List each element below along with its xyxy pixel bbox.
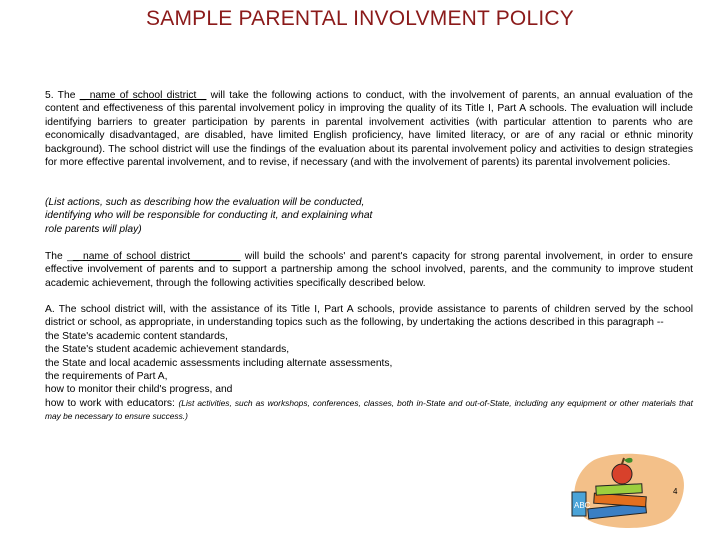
book-top <box>596 484 642 495</box>
topic-list <box>45 330 693 424</box>
abc-letters: ABC <box>574 501 591 510</box>
p2-placeholder: _ name of school district ________ <box>72 251 241 262</box>
paragraph-evaluation <box>45 89 693 169</box>
page-title: SAMPLE PARENTAL INVOLVMENT POLICY <box>146 7 574 30</box>
topic-item: the State and local academic assessments including alternate assessments, <box>45 357 393 369</box>
paragraph-assistance <box>45 303 693 424</box>
page-number: 4 <box>673 487 678 496</box>
p2-prefix: The _ <box>45 251 73 262</box>
topic-item: how to monitor their child's progress, and <box>45 384 233 396</box>
activities-note: (List activities, such as workshops, conferences, classes, both in-State and out-of-State, including any equipment or other materials that may be necessary to ensure success.) <box>45 397 693 422</box>
p2-text: will build the schools' and parent's capacity for strong parental involvement, in order to ensure effective involvement of parents and to support a partnership among the school involved, parents, and the community to improve student academic achievement, through the following activities specifically described below. <box>45 251 693 289</box>
topic-item-last <box>45 397 693 424</box>
p3-intro: A. The school district will, with the assistance of its Title I, Part A schools, provide assistance to parents of children served by the school district or school, as appropriate, in understanding topics such as the following, by undertaking the actions described in this paragraph -- <box>45 304 693 329</box>
topic-item: the State's academic content standards, <box>45 330 228 342</box>
apple-icon <box>612 464 632 484</box>
paragraph-capacity <box>45 250 693 290</box>
p1-placeholder: _ name of school district _ <box>79 90 207 101</box>
p1-text: will take the following actions to conduct, with the involvement of parents, an annual evaluation of the content and effectiveness of this parental involvement policy in improving the quality of its Title I, Part A schools. The evaluation will include identifying barriers to greater participation by parents in parental involvement activities (with particular attention to parents who are economically disadvantaged, are disabled, have limited English proficiency, have limited literacy, or are of any racial or ethnic minority background). The school district will use the findings of the evaluation about its parental involvement policy and activities to design strategies for more effective parental involvement, and to revise, if necessary (and with the involvement of parents) its parental involvement policies. <box>45 90 693 169</box>
topic-item: the requirements of Part A, <box>45 371 168 383</box>
italic-instruction: (List actions, such as describing how the evaluation will be conducted, identifying who will be responsible for conducting it, and explaining what role parents will play) <box>45 197 373 235</box>
p1-prefix: 5. The <box>45 90 80 101</box>
topic-item: the State's student academic achievement standards, <box>45 344 290 356</box>
apple-books-clipart <box>566 452 688 528</box>
topic-last-text: how to work with educators: <box>45 397 179 409</box>
